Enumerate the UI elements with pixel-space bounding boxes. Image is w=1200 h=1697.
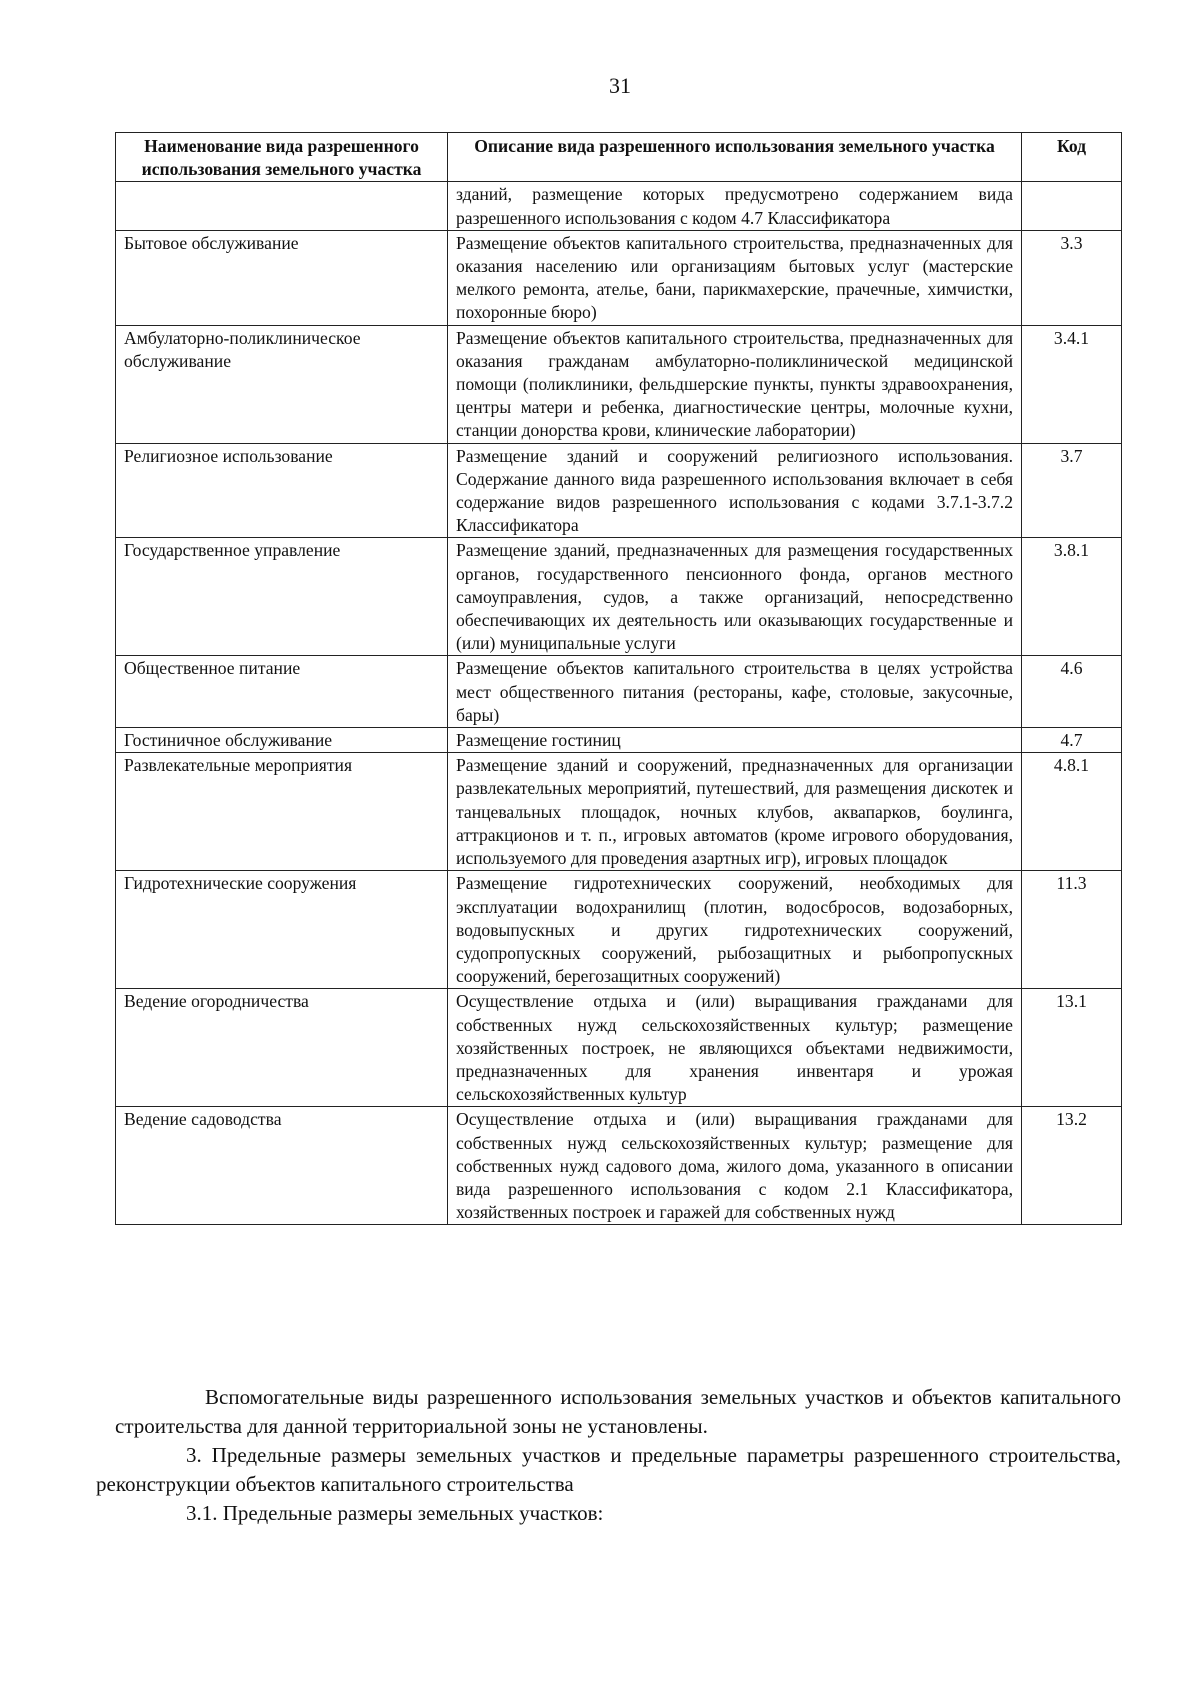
use-code: 3.3 (1022, 230, 1122, 325)
use-code: 13.1 (1022, 989, 1122, 1107)
table-header-row (116, 133, 1122, 182)
use-description: Размещение зданий, предназначенных для размещения государственных органов, государственного пенсионного фонда, органов местного самоуправления, судов, а также организаций, непосредственно обеспечивающих их деятельность или оказывающих государственные и (или) муниципальные услуги (448, 538, 1022, 656)
use-name: Бытовое обслуживание (116, 230, 448, 325)
header-name: Наименование вида разрешенного использования земельного участка (116, 133, 448, 182)
table-row (116, 443, 1122, 538)
auxiliary-uses-note: Вспомогательные виды разрешенного использования земельных участков и объектов капитального строительства для данной территориальной зоны не установлены. (115, 1385, 1121, 1438)
use-code: 4.6 (1022, 656, 1122, 728)
use-code: 4.7 (1022, 728, 1122, 753)
use-description: Размещение объектов капитального строительства в целях устройства мест общественного питания (рестораны, кафе, столовые, закусочные, бары) (448, 656, 1022, 728)
table-row (116, 1107, 1122, 1225)
use-description: Размещение зданий и сооружений, предназначенных для организации развлекательных мероприятий, путешествий, для размещения дискотек и танцевальных площадок, ночных клубов, аквапарков, боулинга, аттракционов и т. п., игровых автоматов (кроме игрового оборудования, используемого для проведения азартных игр), игровых площадок (448, 753, 1022, 871)
use-description: Размещение объектов капитального строительства, предназначенных для оказания гражданам амбулаторно-поликлинической медицинской помощи (поликлиники, фельдшерские пункты, пункты здравоохранения, центры матери и ребенка, диагностические центры, молочные кухни, станции донорства крови, клинические лаборатории) (448, 325, 1022, 443)
use-name: Гостиничное обслуживание (116, 728, 448, 753)
table-row (116, 728, 1122, 753)
use-description: Осуществление отдыха и (или) выращивания гражданами для собственных нужд сельскохозяйственных культур; размещение хозяйственных построек, не являющихся объектами недвижимости, предназначенных для хранения инвентаря и урожая сельскохозяйственных культур (448, 989, 1022, 1107)
table-row (116, 656, 1122, 728)
table-body (116, 182, 1122, 1225)
body-text (96, 1383, 1121, 1528)
use-name: Государственное управление (116, 538, 448, 656)
table-row (116, 753, 1122, 871)
section-3-1-heading: 3.1. Предельные размеры земельных участков: (186, 1501, 604, 1525)
table-row (116, 538, 1122, 656)
use-description: Размещение объектов капитального строительства, предназначенных для оказания населению или организациям бытовых услуг (мастерские мелкого ремонта, ателье, бани, парикмахерские, прачечные, химчистки, похоронные бюро) (448, 230, 1022, 325)
page-number: 31 (609, 73, 631, 98)
use-name: Гидротехнические сооружения (116, 871, 448, 989)
use-description: зданий, размещение которых предусмотрено содержанием вида разрешенного использования с кодом 4.7 Классификатора (448, 182, 1022, 230)
use-description: Размещение зданий и сооружений религиозного использования. Содержание данного вида разрешенного использования включает в себя содержание видов разрешенного использования с кодами 3.7.1-3.7.2 Классификатора (448, 443, 1022, 538)
use-name: Ведение садоводства (116, 1107, 448, 1225)
use-name: Амбулаторно-поликлиническое обслуживание (116, 325, 448, 443)
use-name: Религиозное использование (116, 443, 448, 538)
header-description: Описание вида разрешенного использования земельного участка (448, 133, 1022, 182)
use-description: Размещение гостиниц (448, 728, 1022, 753)
header-code: Код (1022, 133, 1122, 182)
use-name: Развлекательные мероприятия (116, 753, 448, 871)
use-code: 3.7 (1022, 443, 1122, 538)
use-description: Осуществление отдыха и (или) выращивания гражданами для собственных нужд сельскохозяйственных культур; размещение для собственных нужд садового дома, жилого дома, указанного в описании вида разрешенного использования с кодом 2.1 Классификатора, хозяйственных построек и гаражей для собственных нужд (448, 1107, 1022, 1225)
use-name: Ведение огородничества (116, 989, 448, 1107)
table-row (116, 871, 1122, 989)
land-use-table (115, 132, 1122, 1225)
use-name (116, 182, 448, 230)
use-code: 3.4.1 (1022, 325, 1122, 443)
table-row (116, 989, 1122, 1107)
use-code: 13.2 (1022, 1107, 1122, 1225)
use-code (1022, 182, 1122, 230)
table-row (116, 182, 1122, 230)
table-row (116, 230, 1122, 325)
use-code: 3.8.1 (1022, 538, 1122, 656)
section-3-heading: 3. Предельные размеры земельных участков и предельные параметры разрешенного строительства, реконструкции объектов капитального строительства (96, 1443, 1121, 1496)
use-name: Общественное питание (116, 656, 448, 728)
use-code: 4.8.1 (1022, 753, 1122, 871)
use-code: 11.3 (1022, 871, 1122, 989)
table-row (116, 325, 1122, 443)
use-description: Размещение гидротехнических сооружений, необходимых для эксплуатации водохранилищ (плотин, водосбросов, водозаборных, водовыпускных и других гидротехнических сооружений, судопропускных сооружений, рыбозащитных и рыбопропускных сооружений, берегозащитных сооружений) (448, 871, 1022, 989)
